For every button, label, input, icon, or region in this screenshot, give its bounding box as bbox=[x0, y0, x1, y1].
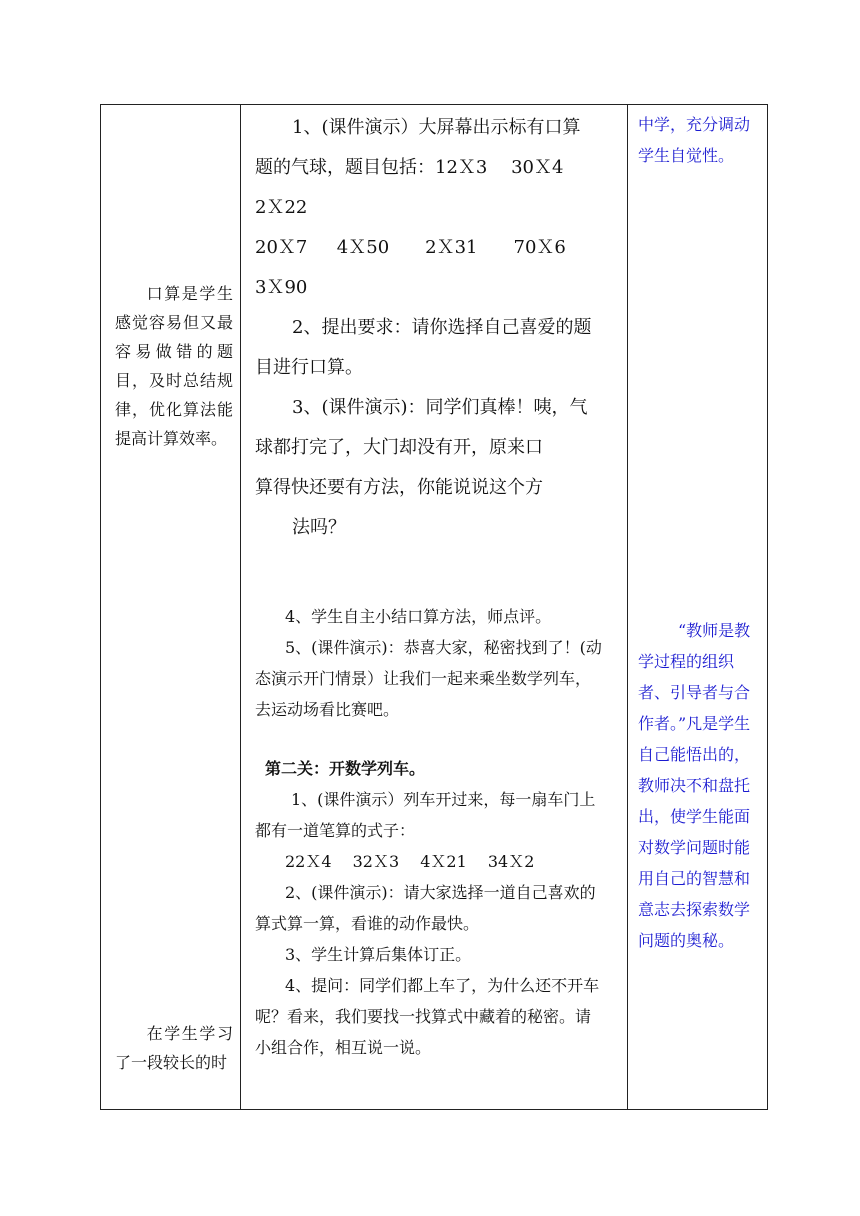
text-line: 题的气球，题目包括：12Ｘ3 30Ｘ4 bbox=[255, 157, 564, 178]
text-line: 教师决不和盘托 bbox=[638, 776, 751, 795]
text-line: 2Ｘ22 bbox=[255, 197, 308, 218]
text-line: 算式算一算，看谁的动作最快。 bbox=[255, 914, 480, 933]
text-line: 中学，充分调动 bbox=[638, 115, 751, 134]
commentary-quote bbox=[638, 615, 762, 956]
text-line: 2、(课件演示)：请大家选择一道自己喜欢的 bbox=[285, 883, 596, 902]
section-title: 第二关：开数学列车。 bbox=[265, 759, 426, 778]
text-line: 学过程的组织 bbox=[638, 652, 735, 671]
text-line: 小组合作，相互说一说。 bbox=[255, 1038, 432, 1057]
text-line: 去运动场看比赛吧。 bbox=[255, 700, 400, 719]
design-note: 口算是学生感觉容易但又最容易做错的题目，及时总结规律，优化算法能提高计算效率。 bbox=[115, 284, 233, 448]
text-line: 4、学生自主小结口算方法，师点评。 bbox=[285, 607, 552, 626]
text-line: 对数学问题时能 bbox=[638, 838, 751, 857]
text-line: “教师是教 bbox=[678, 621, 751, 640]
steps-continued bbox=[255, 601, 623, 1063]
text-line: 2、提出要求：请你选择自己喜爱的题 bbox=[292, 317, 592, 338]
text-line: 都有一道笔算的式子： bbox=[255, 821, 416, 840]
text-line: 态演示开门情景）让我们一起来乘坐数学列车， bbox=[255, 669, 592, 688]
text-line: 者、引导者与合 bbox=[638, 683, 751, 702]
text-line: 4、提问：同学们都上车了，为什么还不开车 bbox=[285, 976, 600, 995]
text-line: 自己能悟出的， bbox=[638, 745, 751, 764]
lesson-table bbox=[100, 104, 768, 1110]
text-line: 目进行口算。 bbox=[255, 357, 363, 378]
text-line: 1、(课件演示）列车开过来，每一扇车门上 bbox=[291, 790, 596, 809]
text-line: 3、学生计算后集体订正。 bbox=[285, 945, 472, 964]
text-line: 1、(课件演示）大屏幕出示标有口算 bbox=[292, 117, 581, 138]
text-line: 5、(课件演示)：恭喜大家，秘密找到了！(动 bbox=[285, 638, 602, 657]
text-line: 3、(课件演示)：同学们真棒！咦，气 bbox=[292, 397, 588, 418]
commentary-column bbox=[628, 105, 767, 1109]
commentary-top bbox=[638, 109, 762, 171]
design-intent-column bbox=[101, 105, 241, 1109]
text-line: 学生自觉性。 bbox=[638, 146, 735, 165]
mental-math-steps bbox=[255, 108, 623, 548]
teaching-process-column bbox=[241, 105, 628, 1109]
text-line: 3Ｘ90 bbox=[255, 277, 308, 298]
text-line: 呢？看来，我们要找一找算式中藏着的秘密。请 bbox=[255, 1007, 592, 1026]
text-line: 问题的奥秘。 bbox=[638, 931, 735, 950]
text-line: 算得快还要有方法，你能说说这个方 bbox=[255, 477, 543, 498]
text-line: 意志去探索数学 bbox=[638, 900, 751, 919]
text-line: 法吗？ bbox=[292, 517, 346, 538]
design-note: 在学生学习了一段较长的时 bbox=[115, 1024, 233, 1072]
text-line: 20Ｘ7 4Ｘ50 2Ｘ31 70Ｘ6 bbox=[255, 237, 566, 258]
expression-line: 22Ｘ4 32Ｘ3 4Ｘ21 34Ｘ2 bbox=[285, 852, 535, 871]
text-line: 作者。”凡是学生 bbox=[638, 714, 751, 733]
text-line: 球都打完了，大门却没有开，原来口 bbox=[255, 437, 543, 458]
text-line: 用自己的智慧和 bbox=[638, 869, 751, 888]
text-line: 出，使学生能面 bbox=[638, 807, 751, 826]
